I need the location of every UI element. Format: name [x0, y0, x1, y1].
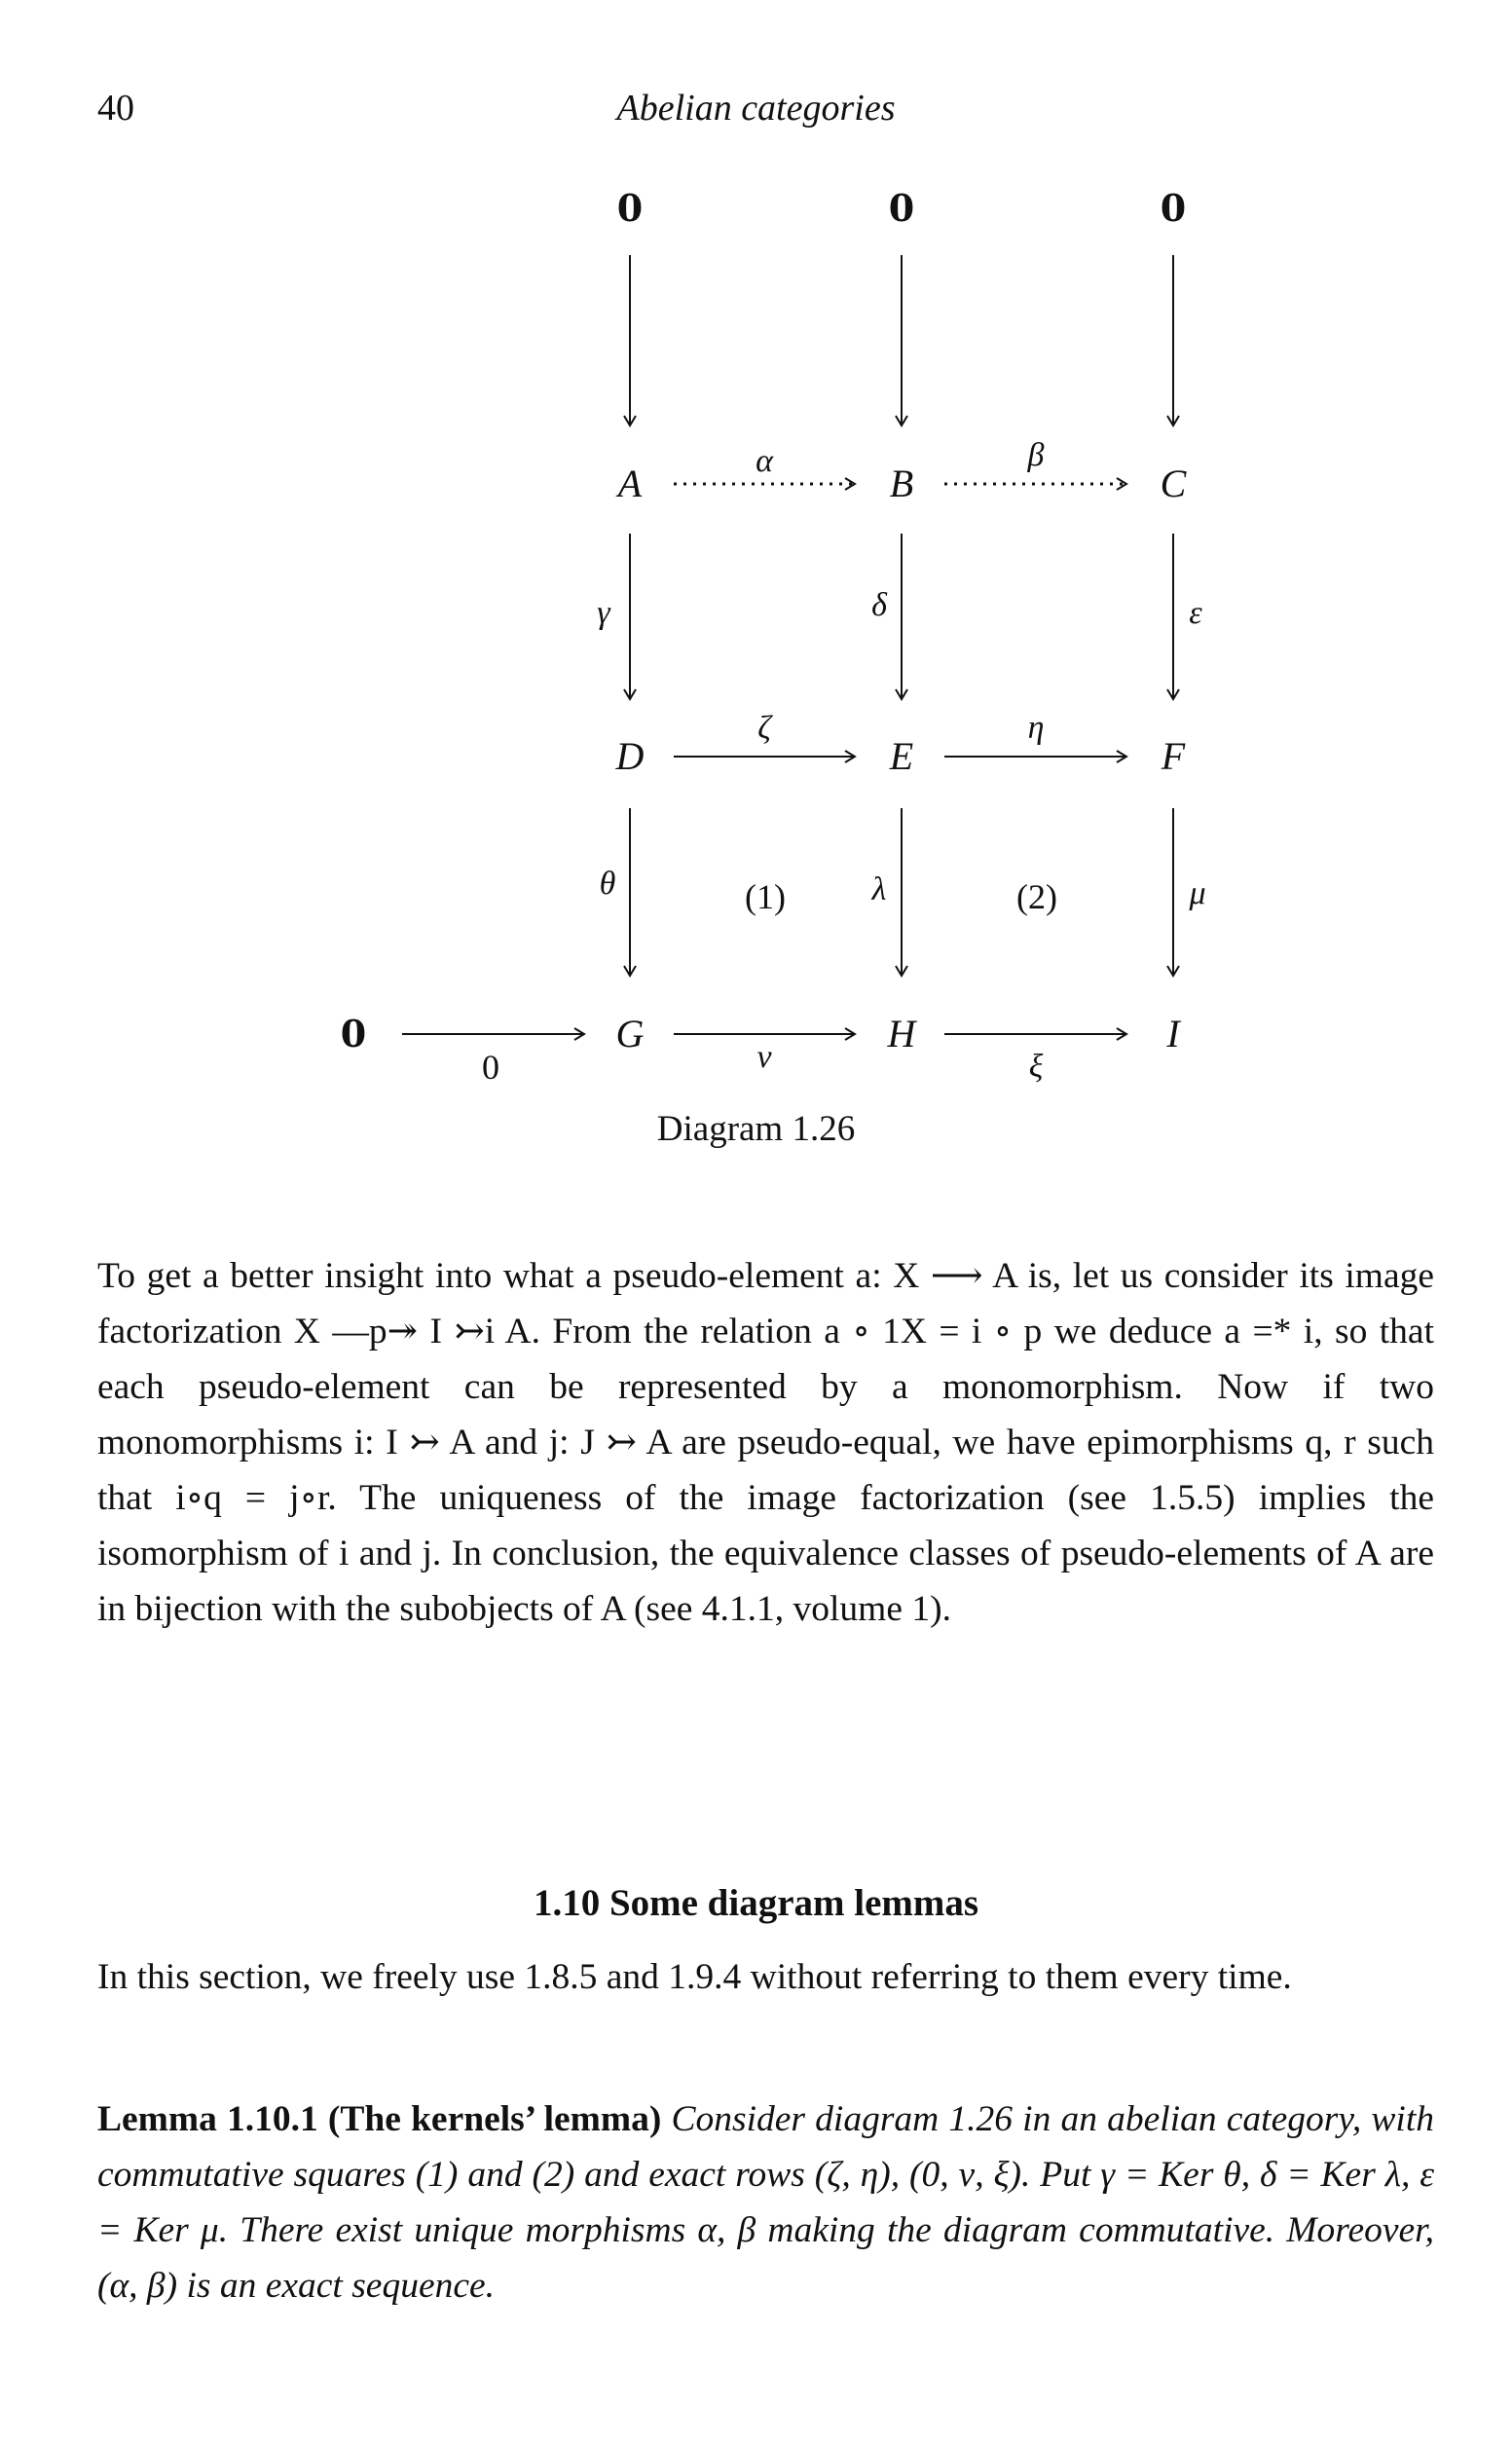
square-label-2: (2)	[1016, 877, 1057, 916]
label-gamma: γ	[597, 595, 610, 631]
zero-top-right: 0	[1160, 186, 1187, 230]
object-d: D	[615, 734, 645, 778]
object-e: E	[889, 734, 914, 778]
object-c: C	[1160, 462, 1187, 505]
diagram-caption: Diagram 1.26	[656, 1109, 856, 1149]
zero-top-left: 0	[616, 186, 644, 230]
paragraph-pseudo-elements: To get a better insight into what a pseudo-element a: X ⟶ A is, let us consider its image factorization X —p↠ I ↣i A. From the relation a ∘ 1X = i ∘ p we deduce a =* i, so that each pseudo-element can be represented by a monomorphism. Now if two monomorphisms i: I ↣ A and j: J ↣ A are pseudo-equal, we have epimorphisms q, r such that i∘q = j∘r. The uniqueness of the image factorization (see 1.5.5) implies the isomorphism of i and j. In conclusion, the equivalence classes of pseudo-elements of A are in bijection with the subobjects of A (see 4.1.1, volume 1).	[97, 1256, 1434, 1629]
lemma-1-10-1	[97, 2091, 1434, 2313]
label-theta: θ	[599, 866, 616, 902]
label-xi: ξ	[1028, 1049, 1044, 1085]
page-number: 40	[97, 88, 134, 129]
object-g: G	[615, 1012, 645, 1055]
object-b: B	[889, 462, 914, 505]
label-beta: β	[1027, 437, 1045, 473]
diagram-1-26	[0, 0, 1512, 1207]
object-i: I	[1166, 1012, 1180, 1055]
zero-top-middle: 0	[888, 186, 915, 230]
label-zeta: ζ	[757, 710, 771, 746]
label-delta: δ	[871, 587, 887, 623]
label-nu: ν	[756, 1039, 772, 1075]
lemma-title: Lemma 1.10.1 (The kernels’ lemma)	[97, 2099, 662, 2139]
label-eta: η	[1027, 710, 1045, 746]
label-mu: μ	[1189, 875, 1206, 911]
object-a: A	[617, 462, 643, 505]
square-label-1: (1)	[745, 877, 786, 916]
label-zero-arrow: 0	[482, 1048, 499, 1087]
section-intro: In this section, we freely use 1.8.5 and 1.9.4 without referring to them every time.	[97, 1957, 1292, 1997]
object-f: F	[1161, 734, 1186, 778]
section-title: 1.10 Some diagram lemmas	[533, 1882, 979, 1924]
label-lambda: λ	[871, 871, 887, 907]
object-h: H	[887, 1012, 916, 1055]
running-title: Abelian categories	[616, 88, 896, 129]
zero-bottom-left: 0	[340, 1012, 367, 1055]
label-alpha: α	[756, 443, 773, 479]
lemma-body: Consider diagram 1.26 in an abelian category, with commutative squares (1) and (2) and exact rows (ζ, η), (0, ν, ξ). Put γ = Ker θ, δ = Ker λ, ε = Ker μ. There exist unique morphisms α, β making the diagram commutative. Moreover, (α, β) is an exact sequence.	[97, 2099, 1435, 2306]
label-epsilon: ε	[1189, 595, 1202, 631]
